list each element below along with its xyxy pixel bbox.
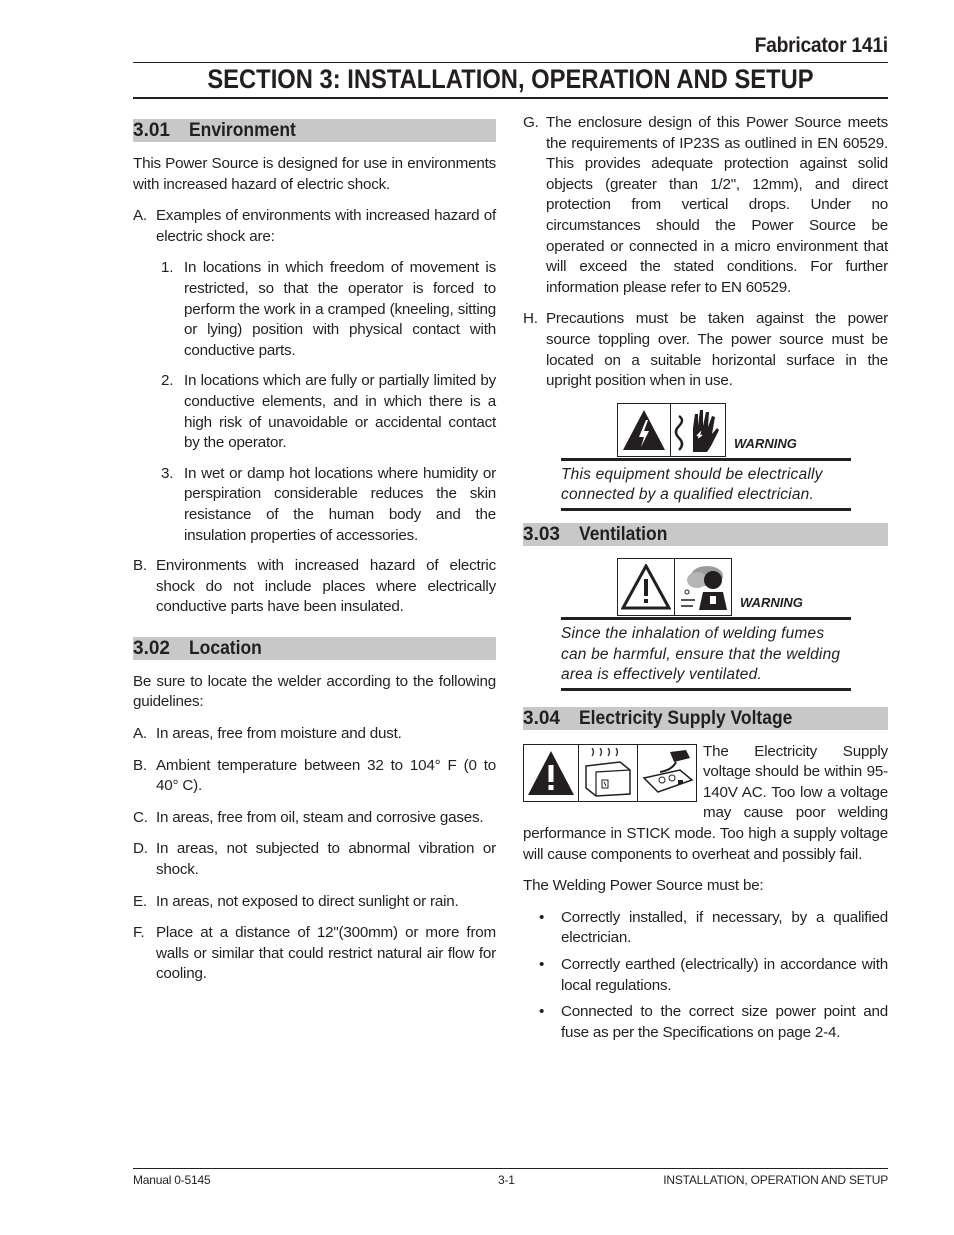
voltage-block	[523, 742, 888, 866]
section-heading-voltage	[523, 707, 888, 730]
item-text: Examples of environments with increased hazard of electric shock are:	[156, 207, 496, 245]
list-item	[133, 206, 496, 247]
item-label: D.	[133, 840, 148, 858]
list-item	[539, 908, 888, 949]
voltage-paragraph: The Electricity Supply voltage should be within 95-140V AC. Too low a voltage may cause poor welding performance in STICK mode. Too high a supply voltage will cause components to overheat and possibly fail.	[523, 742, 888, 863]
exclamation-warning-icon	[524, 745, 579, 801]
warning-rule	[561, 688, 851, 691]
item-label: C.	[133, 808, 148, 826]
bullet-marker: •	[539, 1003, 545, 1021]
section-heading-text: Location	[189, 637, 262, 659]
title-rule	[133, 97, 888, 99]
bullet-text: Connected to the correct size power point and fuse as per the Specifications on page 2-4.	[561, 1003, 888, 1041]
environment-intro: This Power Source is designed for use in environments with increased hazard of electric shock.	[133, 155, 496, 193]
item-text: Place at a distance of 12"(300mm) or more from walls or similar that could restrict natural air flow for cooling.	[156, 924, 496, 983]
warning-text: Since the inhalation of welding fumes can be harmful, ensure that the welding area is effectively ventilated.	[561, 624, 841, 684]
bullet-text: Correctly installed, if necessary, by a qualified electrician.	[561, 908, 888, 947]
sub-item-text: In locations which are fully or partially limited by conductive elements, and in which there is a high risk of unavoidable or accidental contact by the operator.	[184, 372, 496, 452]
warning-box-ventilation	[561, 558, 851, 691]
sub-item-text: In wet or damp hot locations where humidity or perspiration considerable reduces the skin resistance of the human body and the insulation properties of accessories.	[184, 464, 496, 544]
item-label: A.	[133, 207, 147, 225]
location-intro: Be sure to locate the welder according to the following guidelines:	[133, 672, 496, 711]
warning-rule	[561, 508, 851, 511]
power-supply-icon	[638, 745, 696, 801]
item-label: E.	[133, 892, 147, 910]
bullet-marker: •	[539, 908, 545, 926]
section-number: 3.01	[133, 120, 170, 141]
sub-item	[161, 464, 496, 546]
item-text: Ambient temperature between 32 to 104° F (0 to 40° C).	[156, 756, 496, 795]
sub-item	[161, 258, 496, 361]
section-title: SECTION 3: INSTALLATION, OPERATION AND SETUP	[207, 64, 814, 94]
footer-manual-number: Manual 0-5145	[133, 1173, 211, 1187]
section-number: 3.03	[523, 523, 560, 545]
footer-page-number: 3-1	[498, 1173, 515, 1187]
list-item	[133, 892, 496, 913]
warning-label: WARNING	[734, 436, 797, 452]
bullet-marker: •	[539, 956, 545, 974]
item-text: Environments with increased hazard of electric shock do not include places where electrically conductive parts have been insulated.	[156, 557, 496, 616]
sub-item-label: 3.	[161, 464, 174, 482]
item-label: B.	[133, 557, 147, 575]
section-number: 3.02	[133, 637, 170, 659]
list-item	[133, 556, 496, 618]
warning-icon-frame	[617, 403, 726, 457]
list-item	[539, 1002, 888, 1043]
sub-item-label: 2.	[161, 372, 174, 390]
section-heading-location	[133, 637, 496, 660]
warning-box-electrician	[561, 403, 851, 511]
section-heading-text: Environment	[189, 120, 296, 141]
item-text: The enclosure design of this Power Source meets the requirements of IP23S as outlined in EN 60529. This provides adequate protection against solid objects (greater than 1/2", 12mm), and direct protection from vertical drops. Under no circumstances should the Power Source be operated or connected in a micro environment that will exceed the stated conditions. For further information please refer to EN 60529.	[546, 114, 888, 296]
warning-text: This equipment should be electrically connected by a qualified electrician.	[561, 465, 823, 504]
item-label: G.	[523, 114, 539, 131]
warning-icon-frame	[617, 558, 732, 616]
left-column	[133, 119, 496, 996]
hand-shock-icon	[671, 404, 725, 456]
footer-rule	[133, 1168, 888, 1169]
item-text: In areas, not subjected to abnormal vibration or shock.	[156, 840, 496, 879]
footer-section-name: INSTALLATION, OPERATION AND SETUP	[663, 1173, 888, 1187]
item-text: In areas, not exposed to direct sunlight or rain.	[156, 892, 459, 910]
item-text: Precautions must be taken against the power source toppling over. The power source must be located on a suitable horizontal surface in the upright position when in use.	[546, 310, 888, 390]
section-heading-text: Electricity Supply Voltage	[579, 707, 793, 729]
list-item	[133, 839, 496, 880]
sub-item-label: 1.	[161, 259, 174, 277]
list-item	[523, 113, 888, 298]
item-text: In areas, free from moisture and dust.	[156, 725, 402, 743]
list-item	[133, 808, 496, 829]
voltage-warning-icons	[523, 744, 697, 802]
section-heading-environment	[133, 119, 496, 142]
electric-shock-warning-icon	[618, 404, 671, 456]
item-text: In areas, free from oil, steam and corrosive gases.	[156, 808, 484, 826]
section-number: 3.04	[523, 707, 560, 729]
list-item	[133, 923, 496, 985]
exclamation-warning-icon	[618, 559, 675, 615]
warning-icons	[561, 403, 851, 457]
list-item	[539, 955, 888, 996]
bullet-text: Correctly earthed (electrically) in accordance with local regulations.	[561, 956, 888, 994]
item-label: A.	[133, 725, 147, 743]
list-item	[133, 756, 496, 797]
list-item	[523, 309, 888, 391]
item-label: B.	[133, 756, 147, 774]
section-heading-text: Ventilation	[579, 523, 668, 545]
warning-icons	[561, 558, 851, 616]
sub-item	[161, 371, 496, 453]
welding-fumes-icon	[675, 559, 731, 615]
warning-label: WARNING	[740, 595, 803, 611]
overheat-machine-icon	[579, 745, 638, 801]
voltage-requirements-intro: The Welding Power Source must be:	[523, 877, 764, 895]
section-heading-ventilation	[523, 523, 888, 546]
model-name: Fabricator 141i	[754, 34, 888, 57]
list-item	[133, 724, 496, 745]
right-column	[523, 113, 888, 1049]
item-label: F.	[133, 924, 145, 942]
sub-item-text: In locations in which freedom of movement is restricted, so that the operator is forced to perform the work in a cramped (kneeling, sitting or lying) position with physical contact with conductive parts.	[184, 259, 496, 359]
item-label: H.	[523, 310, 538, 328]
